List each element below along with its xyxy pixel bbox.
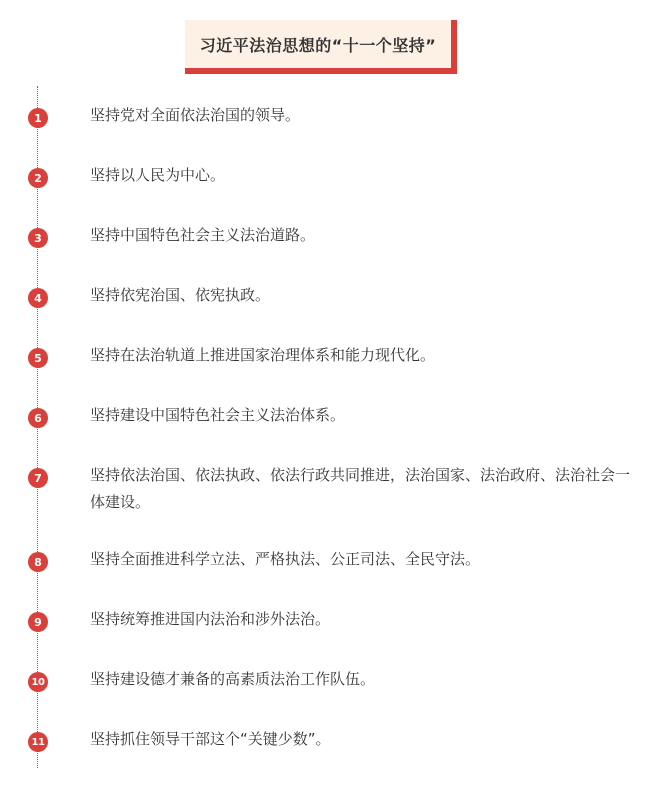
item-text: 坚持中国特色社会主义法治道路。	[90, 226, 316, 244]
number-badge: 9	[28, 612, 48, 632]
item-text: 坚持建设中国特色社会主义法治体系。	[90, 406, 346, 424]
number-badge: 10	[28, 672, 48, 692]
page-title: 习近平法治思想的“十一个坚持”	[185, 20, 451, 68]
item-text: 坚持建设德才兼备的高素质法治工作队伍。	[90, 670, 376, 688]
number-badge: 11	[28, 732, 48, 752]
item-text: 坚持依宪治国、依宪执政。	[90, 286, 271, 304]
number-badge: 7	[28, 468, 48, 488]
item-text: 坚持在法治轨道上推进国家治理体系和能力现代化。	[90, 346, 436, 364]
item-text: 坚持以人民为中心。	[90, 166, 226, 184]
item-text: 坚持抓住领导干部这个“关键少数”。	[90, 730, 331, 748]
number-badge: 3	[28, 228, 48, 248]
item-text: 坚持全面推进科学立法、严格执法、公正司法、全民守法。	[90, 550, 481, 568]
item-text: 坚持党对全面依法治国的领导。	[90, 106, 301, 124]
number-badge: 8	[28, 552, 48, 572]
item-text: 坚持依法治国、依法执政、依法行政共同推进，法治国家、法治政府、法治社会一体建设。	[90, 466, 631, 511]
number-badge: 5	[28, 348, 48, 368]
number-badge: 1	[28, 108, 48, 128]
item-text: 坚持统筹推进国内法治和涉外法治。	[90, 610, 331, 628]
title-banner	[185, 20, 457, 74]
number-badge: 6	[28, 408, 48, 428]
number-badge: 4	[28, 288, 48, 308]
number-badge: 2	[28, 168, 48, 188]
